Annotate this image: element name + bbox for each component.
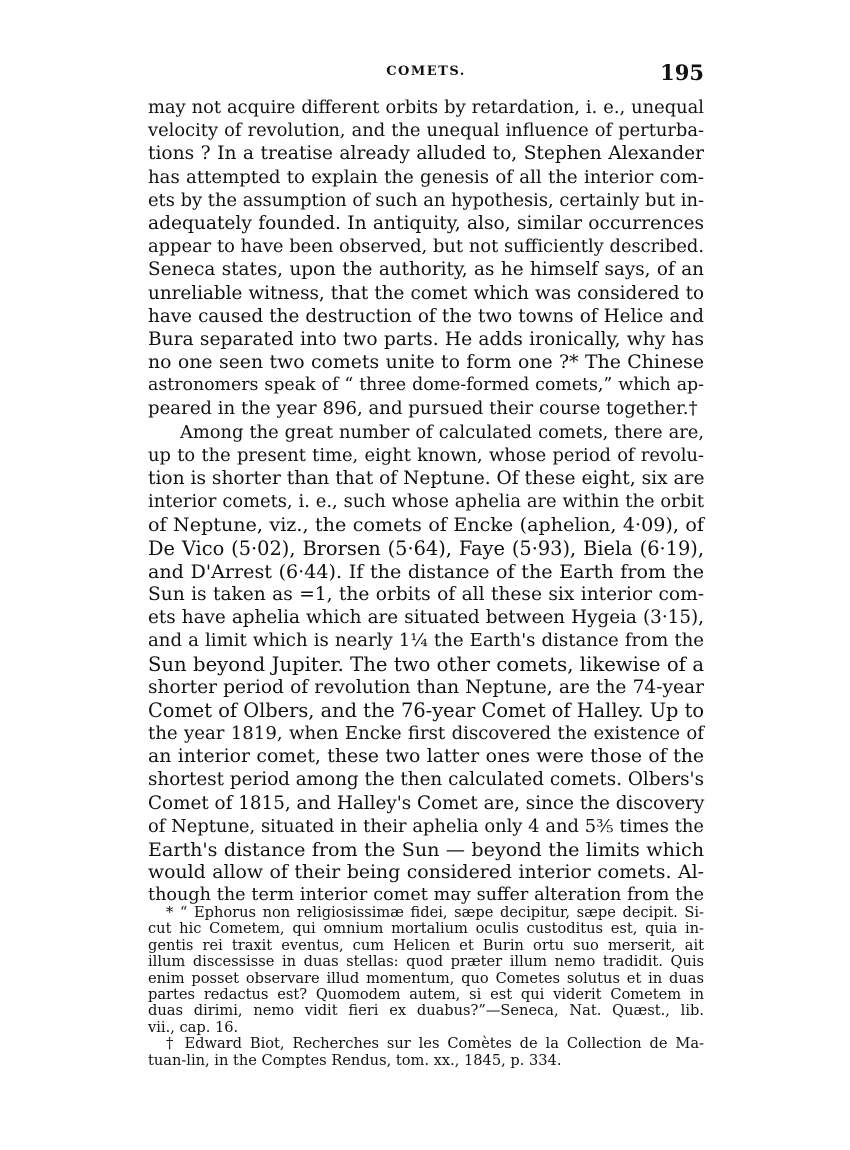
text-line: ets by the assumption of such an hypothesis, certainly but in-	[148, 189, 704, 211]
text-line: tion is shorter than that of Neptune. Of these eight, six are	[148, 468, 705, 489]
text-line: unreliable witness, that the comet which was considered to	[148, 282, 704, 304]
text-line: of Neptune, situated in their aphelia only 4 and 5⅗ times the	[148, 815, 704, 837]
text-line: would allow of their being considered interior comets. Al-	[148, 862, 704, 884]
text-line: Seneca states, upon the authority, as he himself says, of an	[148, 259, 704, 281]
footnote-line: vii., cap. 16.	[148, 1018, 239, 1036]
text-line: tions ? In a treatise already alluded to, Stephen Alexander	[148, 143, 704, 165]
text-line: appear to have been observed, but not sufficiently described.	[148, 236, 704, 258]
footnote-line: gentis rei traxit eventus, cum Helicen et Burin ortu suo merserit, ait	[148, 936, 704, 954]
text-line: interior comets, i. e., such whose aphelia are within the orbit	[148, 491, 704, 513]
footnotes	[148, 905, 704, 1069]
text-line: has attempted to explain the genesis of all the interior com-	[148, 166, 704, 188]
text-line: though the term interior comet may suffer alteration from the	[148, 885, 704, 906]
text-line: Comet of Olbers, and the 76-year Comet of Halley. Up to	[148, 698, 704, 722]
footnote-line: † Edward Biot, Recherches sur les Comètes de la Collection de Ma-	[166, 1035, 704, 1053]
text-line: of Neptune, viz., the comets of Encke (aphelion, 4·09), of	[148, 513, 704, 537]
text-line: Sun is taken as =1, the orbits of all these six interior com-	[148, 583, 704, 605]
text-line: shorter period of revolution than Neptune, are the 74-year	[148, 676, 704, 698]
text-line: astronomers speak of “ three dome-formed comets,” which ap-	[148, 375, 704, 396]
text-line: and D'Arrest (6·44). If the distance of the Earth from the	[148, 559, 704, 583]
footnote-line: cut hic Cometem, qui omnium mortalium oculis custoditus est, quia in-	[148, 920, 704, 938]
text-line: and a limit which is nearly 1¼ the Earth's distance from the	[148, 630, 704, 652]
footnote-line: * “ Ephorus non religiosissimæ fidei, sæpe decipitur, sæpe decipit. Si-	[166, 904, 704, 921]
text-line: Comet of 1815, and Halley's Comet are, since the discovery	[148, 792, 705, 814]
footnote-line: duas dirimi, nemo vidit fieri ex duabus?”—Seneca, Nat. Quæst., lib.	[148, 1002, 704, 1020]
text-line: velocity of revolution, and the unequal influence of perturba-	[148, 120, 704, 142]
text-line: ets have aphelia which are situated between Hygeia (3·15),	[148, 607, 704, 629]
footnote-line: tuan-lin, in the Comptes Rendus, tom. xx., 1845, p. 334.	[148, 1051, 562, 1069]
text-line: peared in the year 896, and pursued their course together.†	[148, 398, 698, 420]
footnote-line: partes redactus est? Quomodem autem, si est qui viderit Cometem in	[148, 985, 704, 1003]
text-line: Earth's distance from the Sun — beyond the limits which	[148, 838, 704, 861]
footnote-line: enim posset observare illud momentum, quo Cometes solutus et in duas	[148, 969, 704, 987]
text-line: adequately founded. In antiquity, also, similar occurrences	[148, 212, 704, 234]
running-head	[148, 62, 704, 88]
text-line: have caused the destruction of the two towns of Helice and	[148, 305, 704, 327]
text-line: shortest period among the then calculated comets. Olbers's	[148, 769, 704, 791]
page-number: 195	[660, 60, 704, 85]
text-line: Among the great number of calculated comets, there are,	[180, 421, 704, 443]
text-line: up to the present time, eight known, whose period of revolu-	[148, 444, 704, 466]
body-text	[148, 96, 704, 908]
running-title: COMETS.	[386, 64, 466, 79]
text-line: Sun beyond Jupiter. The two other comets, likewise of a	[148, 652, 704, 676]
text-line: De Vico (5·02), Brorsen (5·64), Faye (5·93), Biela (6·19),	[148, 536, 704, 560]
text-line: the year 1819, when Encke first discovered the existence of	[148, 723, 704, 745]
text-line: Bura separated into two parts. He adds ironically, why has	[148, 328, 704, 350]
footnote-line: illum discessisse in duas stellas: quod præter illum nemo tradidit. Quis	[148, 953, 704, 971]
text-line: no one seen two comets unite to form one ?* The Chinese	[148, 352, 704, 374]
text-line: may not acquire different orbits by retardation, i. e., unequal	[148, 97, 704, 118]
text-line: an interior comet, these two latter ones were those of the	[148, 746, 704, 768]
